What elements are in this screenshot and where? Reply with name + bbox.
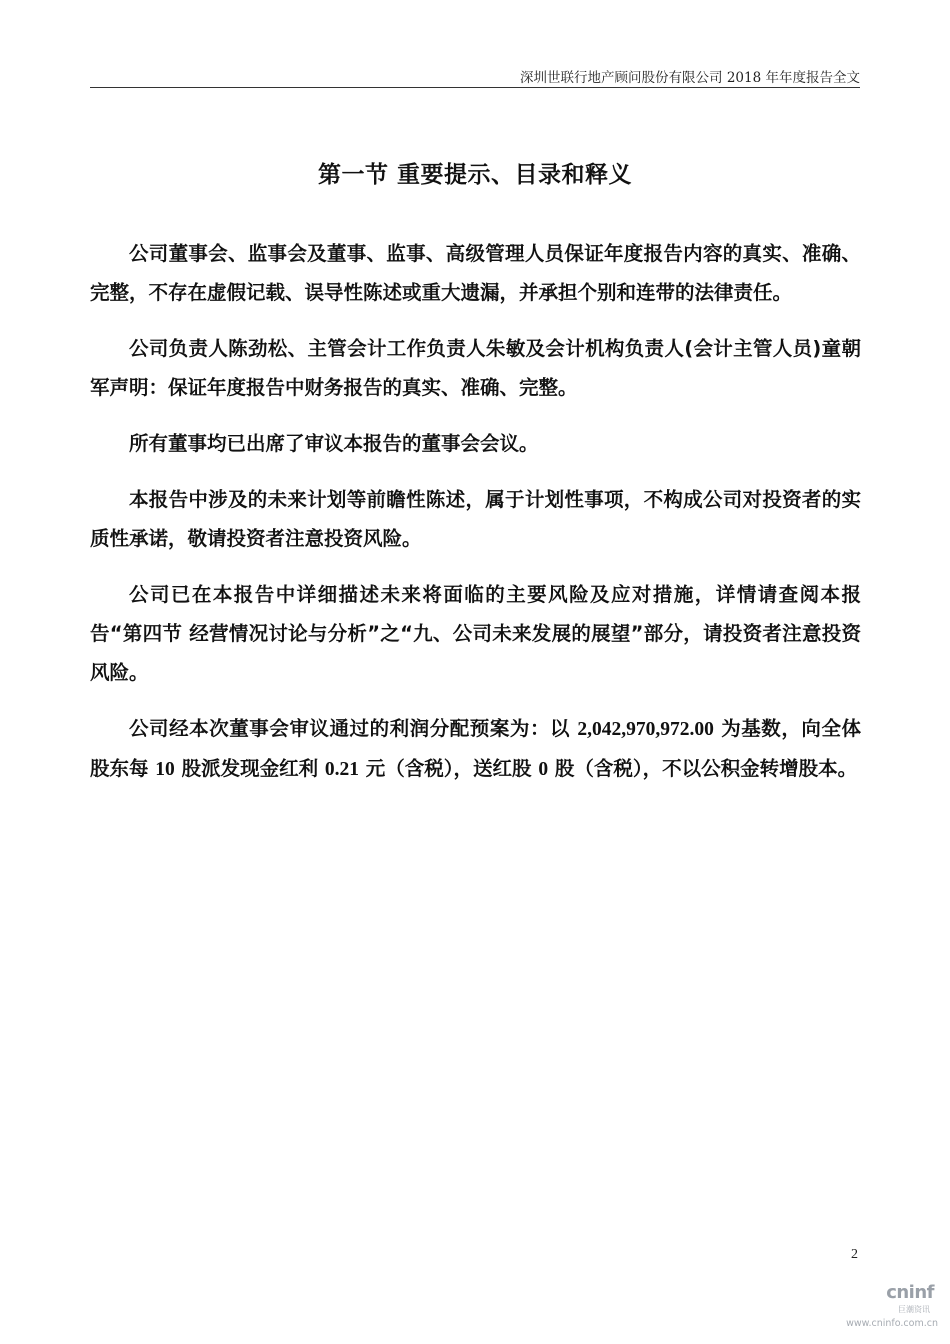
- dividend-text-2: 为基数，向全体股东每: [90, 717, 861, 780]
- dividend-base-shares: 2,042,970,972.00: [577, 719, 714, 740]
- cninfo-watermark: [846, 1282, 938, 1334]
- document-body: [90, 234, 861, 806]
- dividend-per-shares: 10: [155, 759, 175, 780]
- cninfo-logo-subtitle: 巨潮资讯: [898, 1305, 930, 1314]
- paragraph-responsible-persons: 公司负责人陈劲松、主管会计工作负责人朱敏及会计机构负责人(会计主管人员)童朝军声明：保证年度报告中财务报告的真实、准确、完整。: [90, 337, 861, 399]
- dividend-text-1: 公司经本次董事会审议通过的利润分配预案为：以: [129, 717, 578, 740]
- paragraph-risk-notice: 公司已在本报告中详细描述未来将面临的主要风险及应对措施，详情请查阅本报告“第四节 经营情况讨论与分析”之“九、公司未来发展的展望”部分，请投资者注意投资风险。: [90, 583, 861, 684]
- paragraph-board-guarantee: 公司董事会、监事会及董事、监事、高级管理人员保证年度报告内容的真实、准确、完整，不存在虚假记载、误导性陈述或重大遗漏，并承担个别和连带的法律责任。: [90, 242, 861, 304]
- paragraph-forward-looking: 本报告中涉及的未来计划等前瞻性陈述，属于计划性事项，不构成公司对投资者的实质性承诺，敬请投资者注意投资风险。: [90, 488, 861, 550]
- dividend-text-4: 元（含税），送红股: [359, 757, 539, 780]
- paragraph-directors-attendance: 所有董事均已出席了审议本报告的董事会会议。: [129, 432, 539, 455]
- cninfo-logo: cninf: [886, 1282, 934, 1303]
- section-title: 第一节 重要提示、目录和释义: [317, 162, 632, 188]
- dividend-cash-amount: 0.21: [324, 759, 359, 780]
- dividend-bonus-shares: 0: [538, 759, 549, 780]
- cninfo-url: www.cninfo.com.cn: [846, 1318, 938, 1329]
- header-divider: [90, 87, 860, 88]
- paragraph-dividend-plan: [90, 709, 861, 789]
- dividend-text-5: 股（含税），不以公积金转增股本。: [548, 757, 858, 780]
- dividend-text-3: 股派发现金红利: [174, 757, 325, 780]
- page-number: 2: [851, 1247, 858, 1262]
- running-header: 深圳世联行地产顾问股份有限公司 2018 年年度报告全文: [520, 70, 860, 86]
